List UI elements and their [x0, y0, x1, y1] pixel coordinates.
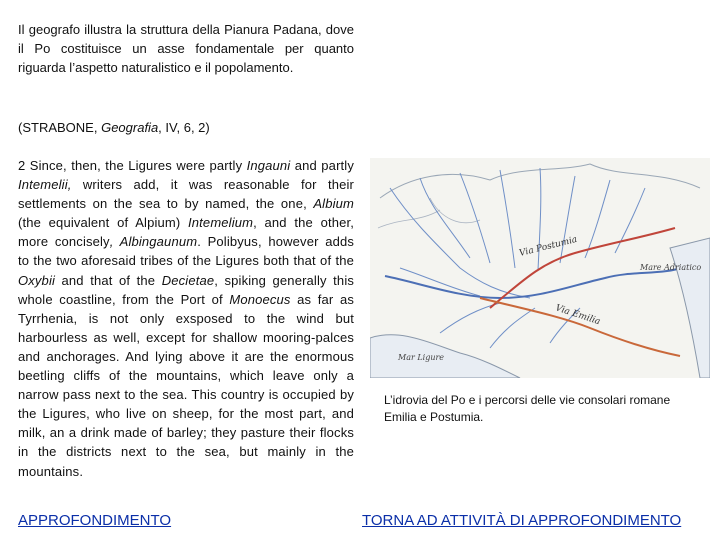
po-valley-map-drawing	[370, 158, 710, 378]
citation-work: Geografia	[101, 120, 159, 135]
passage-text-segment: , and the other, more concisely	[18, 215, 354, 250]
label-mare-adriatico: Mare Adriatico	[640, 263, 702, 272]
passage-text-segment: writers add, it was reasonable for their settlements on the sea to by named, the one,	[18, 177, 354, 212]
passage-italic-term: Monoecus	[229, 291, 291, 307]
passage-text-segment: . Polibyus, however adds to the two aforesaid tribes of the Ligures both that of the	[18, 234, 355, 269]
map-caption: L’idrovia del Po e i percorsi delle vie consolari romane Emilia e Postumia.	[384, 393, 671, 424]
passage-italic-term: Oxybii	[18, 272, 56, 288]
citation-suffix: , IV, 6, 2)	[158, 120, 210, 135]
passage-text-segment: 2 Since, then, the Ligures were partly	[18, 158, 247, 173]
passage-text-segment: and partly	[290, 158, 354, 173]
strabo-passage	[18, 156, 354, 481]
passage-italic-term: Decietae	[161, 272, 215, 288]
passage-text-segment: (the equivalent of Alpium)	[18, 215, 189, 231]
label-mar-ligure: Mar Ligure	[398, 353, 445, 362]
label-via-emilia: Via Emilia	[554, 303, 602, 328]
label-via-postumia: Via Postumia	[518, 234, 579, 259]
passage-italic-term: Albium	[313, 196, 354, 212]
intro-paragraph: Il geografo illustra la struttura della Pianura Padana, dove il Po costituisce un asse fondamentale per quanto riguarda l’aspetto naturalistico e il popolamento.	[18, 22, 354, 75]
passage-text-segment: as far as Tyrrhenia, is not only exsposed to the wind but harbourless as well, except for shallow mooring-palces and anchorages. And lying above it are the enormous beetling cliffs of the mountains, which leave only a narrow pass next to the sea. This country is occupied by the Ligures, who live on sheep, for the most part, and milk, an a drink made of barley; they pasture their flocks in the districts next to the sea, but mainly in the mountains.	[18, 291, 355, 479]
passage-italic-term: Ingauni	[246, 158, 291, 173]
approfondimento-link[interactable]: APPROFONDIMENTO	[18, 512, 172, 529]
intro-citation	[18, 118, 210, 137]
passage-italic-term: , Albingaunum	[109, 234, 198, 250]
back-to-activity-link[interactable]: TORNA AD ATTIVITÀ DI APPROFONDIMENTO	[362, 512, 682, 529]
passage-italic-term: Intemelium	[188, 215, 254, 231]
passage-italic-term: Intemelii,	[18, 177, 72, 193]
map-image	[370, 158, 710, 378]
passage-text-segment: , spiking generally this whole coastline, from the Port of	[18, 272, 355, 307]
citation-prefix: (STRABONE,	[18, 120, 102, 135]
passage-text-segment: and that of the	[55, 272, 162, 288]
